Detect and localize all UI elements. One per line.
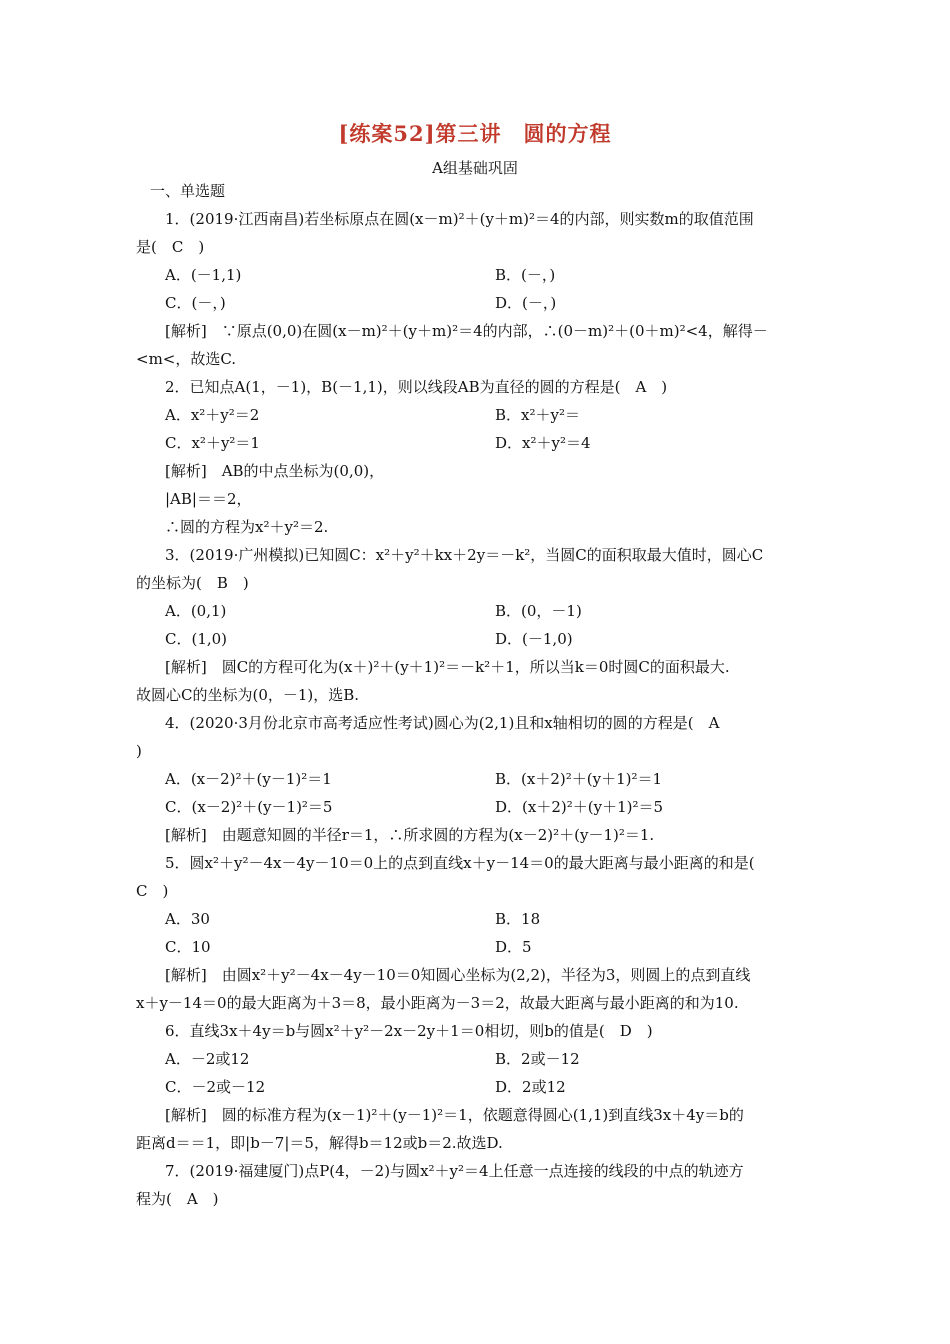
text-line: 距离d＝＝1，即|b－7|＝5，解得b＝12或b＝2.故选D. <box>136 1134 503 1152</box>
text-line: x＋y－14＝0的最大距离为＋3＝8，最小距离为－3＝2，故最大距离与最小距离的和为10. <box>136 994 739 1012</box>
text-line: B．(0，－1) <box>495 602 582 620</box>
text-line: |AB|＝＝2， <box>165 490 252 508</box>
text-line: D．5 <box>495 938 532 956</box>
text-line: A．(x－2)²＋(y－1)²＝1 <box>165 770 332 788</box>
text-line: [解析] AB的中点坐标为(0,0)， <box>165 462 385 480</box>
text-line: B．18 <box>495 910 541 928</box>
text-line: ∴圆的方程为x²＋y²＝2. <box>165 518 329 536</box>
text-line: 的坐标为( B ) <box>136 574 249 592</box>
text-line: B．(x＋2)²＋(y＋1)²＝1 <box>495 770 663 788</box>
text-line: D．(－，) <box>495 294 557 312</box>
text-line: [解析] 圆的标准方程为(x－1)²＋(y－1)²＝1，依题意得圆心(1,1)到直线3x＋4y＝b的 <box>165 1106 744 1124</box>
text-line: D．(x＋2)²＋(y＋1)²＝5 <box>495 798 664 816</box>
page-title: [练案52]第三讲 圆的方程 <box>338 121 612 146</box>
text-line: B．x²＋y²＝ <box>495 406 580 424</box>
text-line: C．x²＋y²＝1 <box>165 434 260 452</box>
text-line: C．10 <box>165 938 211 956</box>
text-line: B．2或－12 <box>495 1050 580 1068</box>
text-line: A．x²＋y²＝2 <box>165 406 260 424</box>
text-line: C．－2或－12 <box>165 1078 266 1096</box>
text-line: D．2或12 <box>495 1078 566 1096</box>
text-line: 5．圆x²＋y²－4x－4y－10＝0上的点到直线x＋y－14＝0的最大距离与最小距离的和是( <box>165 854 755 872</box>
text-line: [解析] 由圆x²＋y²－4x－4y－10＝0知圆心坐标为(2,2)，半径为3，则圆上的点到直线 <box>165 966 751 984</box>
text-line: D．(－1,0) <box>495 630 573 648</box>
text-line: A．(－1,1) <box>165 266 242 284</box>
text-line: 6．直线3x＋4y＝b与圆x²＋y²－2x－2y＋1＝0相切，则b的值是( D ) <box>165 1022 653 1040</box>
page-subtitle: A组基础巩固 <box>432 159 518 177</box>
text-line: 程为( A ) <box>136 1190 219 1208</box>
text-line: [解析] 由题意知圆的半径r＝1，∴所求圆的方程为(x－2)²＋(y－1)²＝1. <box>165 826 655 844</box>
text-line: 故圆心C的坐标为(0，－1)，选B. <box>136 686 360 704</box>
text-line: <m<，故选C. <box>136 350 237 368</box>
text-line: C．(－，) <box>165 294 226 312</box>
text-line: A．(0,1) <box>165 602 227 620</box>
text-line: D．x²＋y²＝4 <box>495 434 591 452</box>
text-line: C ) <box>136 882 169 900</box>
text-line: B．(－，) <box>495 266 556 284</box>
text-line: [解析] 圆C的方程可化为(x＋)²＋(y＋1)²＝－k²＋1，所以当k＝0时圆C的面积最大. <box>165 658 730 676</box>
text-line: 4．(2020·3月份北京市高考适应性考试)圆心为(2,1)且和x轴相切的圆的方程是( A <box>165 714 720 732</box>
text-line: [解析] ∵原点(0,0)在圆(x－m)²＋(y＋m)²＝4的内部，∴(0－m)²＋(0＋m)²<4，解得－ <box>165 322 768 340</box>
text-line: 是( C ) <box>136 238 205 256</box>
text-line: C．(x－2)²＋(y－1)²＝5 <box>165 798 333 816</box>
text-line: 2．已知点A(1，－1)，B(－1,1)，则以线段AB为直径的圆的方程是( A ) <box>165 378 668 396</box>
text-line: A．30 <box>165 910 210 928</box>
text-line: C．(1,0) <box>165 630 228 648</box>
text-line: 7．(2019·福建厦门)点P(4，－2)与圆x²＋y²＝4上任意一点连接的线段的中点的轨迹方 <box>165 1162 744 1180</box>
text-line: ) <box>136 742 142 760</box>
text-line: 1．(2019·江西南昌)若坐标原点在圆(x－m)²＋(y＋m)²＝4的内部，则实数m的取值范围 <box>165 210 754 228</box>
section-heading: 一、单选题 <box>150 182 226 200</box>
text-line: A．－2或12 <box>165 1050 250 1068</box>
text-line: 3．(2019·广州模拟)已知圆C：x²＋y²＋kx＋2y＝－k²，当圆C的面积取最大值时，圆心C <box>165 546 764 564</box>
